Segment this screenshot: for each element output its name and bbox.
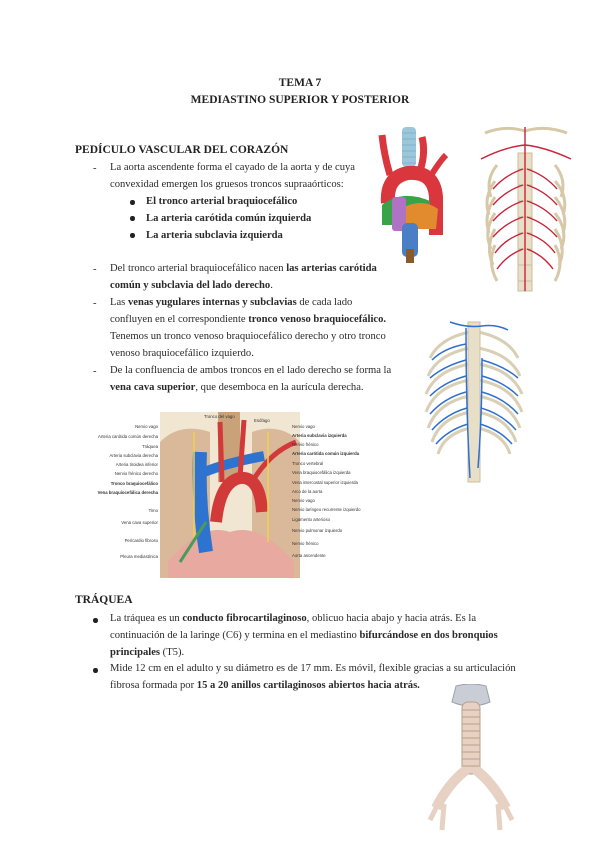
figure-label: Nervio frénico bbox=[292, 541, 319, 546]
bullet-text: La arteria carótida común izquierda bbox=[146, 213, 312, 224]
trachea-bronchi-illustration bbox=[428, 684, 514, 834]
figure-label: Ligamento arterioso bbox=[292, 517, 330, 522]
figure-label: Vena braquiocefálica derecha bbox=[97, 490, 158, 495]
figure-label: Aorta ascendente bbox=[292, 553, 326, 558]
paragraph-line: convexidad emergen los gruesos troncos supraaórticos: bbox=[110, 179, 344, 190]
bullet-text: La arteria subclavia izquierda bbox=[146, 230, 283, 241]
section-heading-pediculo: PEDÍCULO VASCULAR DEL CORAZÓN bbox=[75, 144, 289, 156]
bullet-text: El tronco arterial braquiocefálico bbox=[146, 196, 298, 207]
figure-label: Vena cava superior bbox=[121, 520, 158, 525]
figure-label: Nervio vago bbox=[292, 498, 315, 503]
paragraph-line: Del tronco arterial braquiocefálico nacen las arterias carótida bbox=[110, 263, 377, 274]
bullet-dot bbox=[130, 200, 135, 205]
figure-label: Nervio frénico derecho bbox=[114, 471, 158, 476]
bullet-dot bbox=[130, 216, 135, 221]
paragraph-line: Tenemos un tronco venoso braquiocefálico derecho y otro tronco bbox=[110, 331, 386, 342]
figure-label: Arteria subclavia izquierda bbox=[292, 433, 347, 438]
paragraph-line: vena cava superior, que desemboca en la aurícula derecha. bbox=[110, 382, 364, 393]
list-dash: - bbox=[93, 298, 97, 309]
figure-label: Pericardio fibroso bbox=[124, 538, 158, 543]
mediastinum-dissection-illustration bbox=[160, 412, 300, 578]
figure-label: Timo bbox=[148, 508, 158, 513]
figure-label: Vena braquiocefálica izquierda bbox=[292, 470, 351, 475]
figure-label: Nervio frénico bbox=[292, 442, 319, 447]
figure-label: Pleura mediastínica bbox=[120, 554, 158, 559]
paragraph-line: principales (T5). bbox=[110, 647, 185, 658]
paragraph-line: común y subclavia del lado derecho. bbox=[110, 280, 273, 291]
document-title-line-2: MEDIASTINO SUPERIOR Y POSTERIOR bbox=[190, 94, 410, 106]
paragraph-line: continuación de la laringe (C6) y termina en el mediastino bifurcándose en dos bronquios bbox=[110, 630, 498, 641]
paragraph-line: De la confluencia de ambos troncos en el lado derecho se forma la bbox=[110, 365, 392, 376]
thorax-arteries-illustration bbox=[475, 125, 575, 293]
figure-label: Tronco braquiocefálico bbox=[110, 481, 158, 486]
paragraph-line: La tráquea es un conducto fibrocartilaginoso, oblicuo hacia abajo y hacia atrás. Es la bbox=[110, 613, 477, 624]
paragraph-line: Las venas yugulares internas y subclavias de cada lado bbox=[110, 297, 353, 308]
figure-label: Arteria carótida común izquierda bbox=[292, 451, 360, 456]
bullet-dot bbox=[93, 618, 98, 623]
paragraph-line: Mide 12 cm en el adulto y su diámetro es de 17 mm. Es móvil, flexible gracias a su articulación bbox=[110, 663, 516, 674]
figure-label: Tronco vertebral bbox=[292, 461, 324, 466]
aortic-arch-illustration bbox=[372, 125, 450, 263]
paragraph-line: fibrosa formada por 15 a 20 anillos cartilaginosos abiertos hacia atrás. bbox=[110, 680, 420, 691]
paragraph-line: La aorta ascendente forma el cayado de la aorta y de cuya bbox=[110, 162, 355, 173]
bullet-dot bbox=[130, 233, 135, 238]
figure-label: Nervio vago bbox=[292, 424, 315, 429]
list-dash: - bbox=[93, 366, 97, 377]
list-dash: - bbox=[93, 163, 97, 174]
figure-label: Arteria tiroidea inferior bbox=[115, 462, 158, 467]
bullet-item bbox=[146, 228, 283, 245]
figure-label: Esófago bbox=[254, 418, 270, 423]
paragraph-line: confluyen en el correspondiente tronco venoso braquiocefálico. bbox=[110, 314, 387, 325]
figure-label: Nervio pulmonar izquierdo bbox=[292, 528, 343, 533]
figure-label: Vena intercostal superior izquierda bbox=[292, 480, 358, 485]
figure-label: Tronco del vago bbox=[204, 414, 235, 419]
figure-label: Nervio laríngeo recurrente izquierdo bbox=[292, 507, 361, 512]
figure-label: Arteria subclavia derecha bbox=[109, 453, 158, 458]
bullet-item bbox=[146, 211, 311, 228]
figure-label: Arco de la aorta bbox=[292, 489, 323, 494]
figure-label: Nervio vago bbox=[135, 424, 158, 429]
bullet-dot bbox=[93, 668, 98, 673]
figure-label: Arteria carótida común derecha bbox=[98, 434, 158, 439]
list-dash: - bbox=[93, 264, 97, 275]
paragraph-line: venoso braquiocefálico izquierdo. bbox=[110, 348, 254, 359]
bullet-item bbox=[146, 194, 297, 211]
azygos-veins-illustration bbox=[420, 318, 528, 486]
document-title-line-1: TEMA 7 bbox=[278, 77, 322, 89]
figure-label: Tráquea bbox=[142, 444, 158, 449]
section-heading-traquea: TRÁQUEA bbox=[75, 594, 133, 606]
